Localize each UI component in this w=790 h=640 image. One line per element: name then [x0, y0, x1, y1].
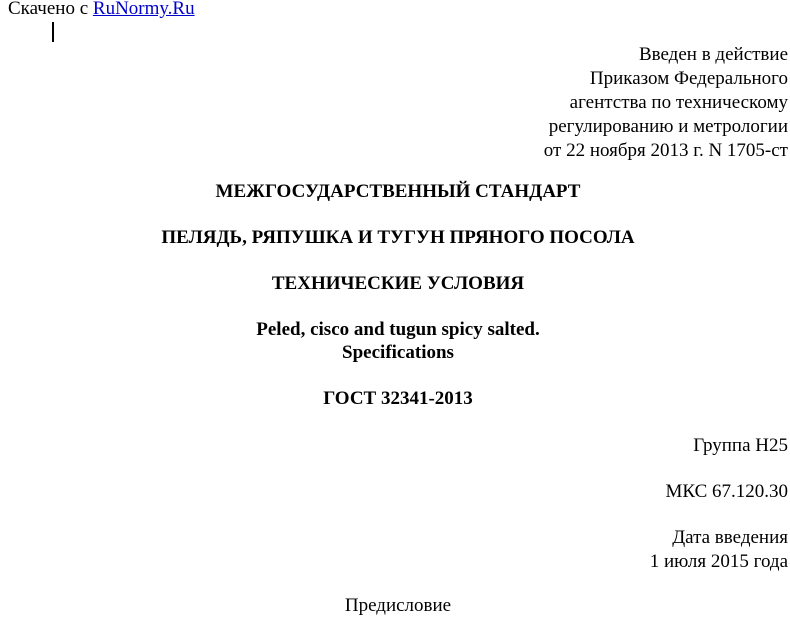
enactment-line: Приказом Федерального [589, 68, 788, 89]
product-heading: ПЕЛЯДЬ, РЯПУШКА И ТУГУН ПРЯНОГО ПОСОЛА [161, 227, 635, 248]
enactment-line: Введен в действие [638, 44, 788, 65]
date-value: 1 июля 2015 года [649, 551, 788, 572]
standard-code: ГОСТ 32341-2013 [323, 388, 473, 409]
group-label: Группа Н25 [693, 435, 788, 456]
english-title-line2: Specifications [342, 342, 454, 363]
enactment-line: от 22 ноября 2013 г. N 1705-ст [543, 140, 788, 161]
enactment-block [544, 43, 788, 163]
enactment-line: регулированию и метрологии [548, 116, 788, 137]
standard-type-heading: МЕЖГОСУДАРСТВЕННЫЙ СТАНДАРТ [215, 181, 581, 202]
introduction-date-block [650, 526, 788, 574]
english-title-line1: Peled, cisco and tugun spicy salted. [256, 319, 540, 340]
mks-label: МКС 67.120.30 [665, 481, 788, 502]
runormy-link[interactable]: RuNormy.Ru [92, 0, 195, 19]
conditions-heading: ТЕХНИЧЕСКИЕ УСЛОВИЯ [271, 273, 525, 294]
source-line [8, 0, 195, 21]
source-prefix: Скачено с [8, 0, 89, 19]
text-cursor [52, 22, 54, 42]
date-label: Дата введения [672, 527, 788, 548]
foreword-heading: Предисловие [344, 595, 452, 616]
enactment-line: агентства по техническому [569, 92, 788, 113]
